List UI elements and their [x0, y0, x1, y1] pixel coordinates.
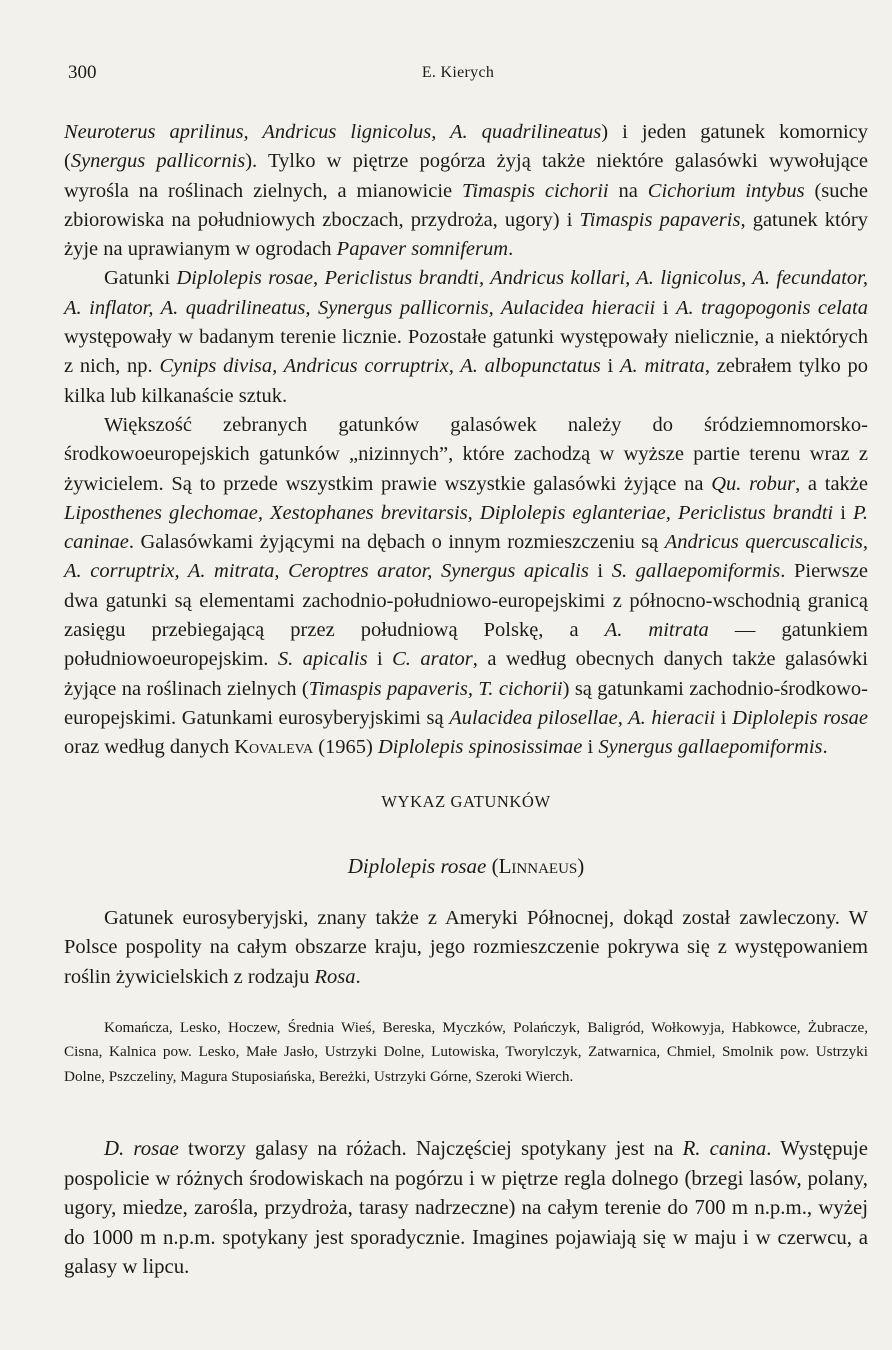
species-heading	[64, 854, 868, 879]
text-run: . Galasówkami żyjącymi na dębach o innym rozmieszczeniu są	[128, 531, 665, 554]
italic-taxa: Diplolepis rosae	[732, 706, 868, 729]
paragraph-continued	[64, 118, 868, 264]
text-run: i	[588, 560, 612, 583]
text-run: .	[822, 736, 828, 759]
text-run: ) i jeden gatunek komornicy (	[64, 121, 868, 173]
italic-taxa: Diplolepis rosae, Periclistus brandti, Andricus kollari, A. lignicolus, A. fecundator, A. inflator, A. quadrilineatus, Synergus pallicornis, Aulacidea hieracii	[64, 267, 868, 319]
species-author: Linnaeus	[498, 854, 578, 878]
species-name: Diplolepis rosae	[347, 854, 487, 878]
text-run: i	[655, 296, 676, 319]
italic-taxa: Synergus gallaepomiformis	[598, 736, 823, 759]
italic-taxa: P. caninae	[64, 501, 868, 554]
text-run: (suche zbiorowiska na południowych zboczach, przydroża, ugory) i	[64, 179, 868, 231]
paragraph-distribution	[64, 411, 868, 763]
italic-taxa: Cichorium intybus	[647, 179, 805, 202]
text-run: . Występuje pospolicie w różnych środowiskach na pogórzu i w piętrze regla dolnego (brzegi lasów, polany, ugory, miedze, zarośla, przydroża, tarasy nadrzeczne) na całym terenie do 700 m n.p.m., wyżej do 1000 m n.p.m. spotykany jest sporadycznie. Imagines pojawiają się w maju i w czerwcu, a galasy w lipcu.	[64, 1137, 868, 1278]
text-run: oraz według danych	[64, 736, 235, 759]
text-run: Gatunki	[104, 267, 177, 290]
text-run: występowały w badanym terenie licznie. Pozostałe gatunki występowały nielicznie, a niektórych z nich, np.	[64, 326, 868, 378]
italic-taxa: D. rosae	[104, 1137, 179, 1160]
italic-taxa: S. gallaepomiformis	[611, 560, 781, 583]
text-run: Większość zebranych gatunków galasówek należy do śródziemnomorsko-środkowoeuropejskich gatunków „nizinnych”, które zachodzą w wyższe partie terenu wraz z żywicielem. Są to przede wszystkim prawie wszystkie galasówki żyjące na	[64, 413, 868, 495]
italic-taxa: Qu. robur	[711, 472, 796, 495]
italic-taxa: Liposthenes glechomae, Xestophanes brevitarsis, Diplolepis eglanteriae, Periclistus brandti	[64, 501, 834, 524]
italic-taxa: Aulacidea pilosellae, A. hieracii	[449, 706, 716, 729]
page-number: 300	[68, 62, 97, 83]
italic-taxa: Timaspis cichorii	[462, 179, 609, 202]
text-run: , a według obecnych danych także galasówki żyjące na roślinach zielnych (	[64, 648, 869, 700]
italic-taxa: Timaspis papaveris	[579, 208, 741, 231]
text-run: i	[715, 706, 733, 729]
text-run: , gatunek który żyje na uprawianym w ogrodach	[64, 208, 868, 261]
text-run: tworzy galasy na różach. Najczęściej spotykany jest na	[178, 1137, 683, 1160]
text-run: . Pierwsze dwa gatunki są elementami zachodnio-południowo-europejskimi z północno-wschodnią granicą zasięgu przebiegającą przez południową Polskę, a	[64, 560, 868, 642]
intro-text-block	[64, 118, 868, 763]
text-run: i	[600, 355, 621, 378]
text-run: ). Tylko w piętrze pogórza żyją także niektóre galasówki wywołujące wyrośla na roślinach zielnych, a mianowicie	[64, 150, 868, 202]
localities-list: Komańcza, Lesko, Hoczew, Średnia Wieś, Bereska, Myczków, Polańczyk, Baligród, Wołkowyja, Habkowce, Żubracze, Cisna, Kalnica pow. Lesko, Małe Jasło, Ustrzyki Dolne, Lutowiska, Tworylczyk, Zatwarnica, Chmiel, Smolnik pow. Ustrzyki Dolne, Pszczeliny, Magura Stuposiańska, Bereżki, Ustrzyki Górne, Szeroki Wierch.	[64, 1019, 868, 1085]
italic-taxa: Papaver somniferum	[336, 238, 509, 261]
section-title: WYKAZ GATUNKÓW	[381, 792, 551, 811]
italic-taxa: A. tragopogonis celata	[675, 296, 868, 319]
text-run: .	[508, 238, 514, 261]
text-run: — gatunkiem południowoeuropejskim.	[64, 619, 868, 671]
text-run: i	[833, 501, 853, 524]
text-run: i	[367, 648, 393, 671]
text-run: , a także	[795, 472, 869, 495]
species-biology	[64, 1134, 868, 1282]
text-run: (1965)	[313, 736, 378, 759]
italic-taxa: Andricus quercuscalicis, A. corruptrix, A. mitrata, Ceroptres arator, Synergus apicalis	[64, 531, 868, 583]
text-run: , zebrałem tylko po kilka lub kilkanaście sztuk.	[64, 355, 868, 407]
text-run: i	[582, 736, 599, 759]
italic-taxa: Timaspis papaveris, T. cichorii	[308, 677, 563, 700]
text-run: Gatunek eurosyberyjski, znany także z Ameryki Północnej, dokąd został zawleczony. W Polsce pospolity na całym obszarze kraju, jego rozmieszczenie pokrywa się z występowaniem roślin żywicielskich z rodzaju	[64, 907, 868, 988]
paragraph-range	[64, 904, 868, 992]
running-header	[68, 62, 848, 92]
italic-taxa: Rosa	[314, 965, 356, 988]
cited-author: Kovaleva	[234, 736, 314, 759]
text-run: (	[486, 854, 499, 878]
text-run: ) są gatunkami zachodnio-środkowo-europejskimi. Gatunkami eurosyberyjskimi są	[64, 677, 868, 729]
italic-taxa: Neuroterus aprilinus, Andricus lignicolus, A. quadrilineatus	[64, 121, 602, 143]
paragraph-biology	[64, 1134, 868, 1282]
text-run: na	[608, 179, 648, 202]
running-head-author: E. Kierych	[421, 64, 495, 81]
italic-taxa: Cynips divisa, Andricus corruptrix, A. albopunctatus	[159, 355, 601, 378]
italic-taxa: A. mitrata	[620, 355, 705, 378]
text-run: .	[355, 965, 361, 988]
italic-taxa: C. arator	[392, 648, 473, 671]
italic-taxa: S. apicalis	[277, 648, 368, 671]
italic-taxa: Diplolepis spinosissimae	[377, 736, 583, 759]
italic-taxa: Synergus pallicornis	[70, 150, 246, 173]
text-run: )	[577, 854, 585, 878]
species-description	[64, 904, 868, 992]
italic-taxa: R. canina	[682, 1137, 767, 1160]
italic-taxa: A. mitrata	[604, 619, 709, 642]
paragraph-abundance	[64, 264, 868, 410]
